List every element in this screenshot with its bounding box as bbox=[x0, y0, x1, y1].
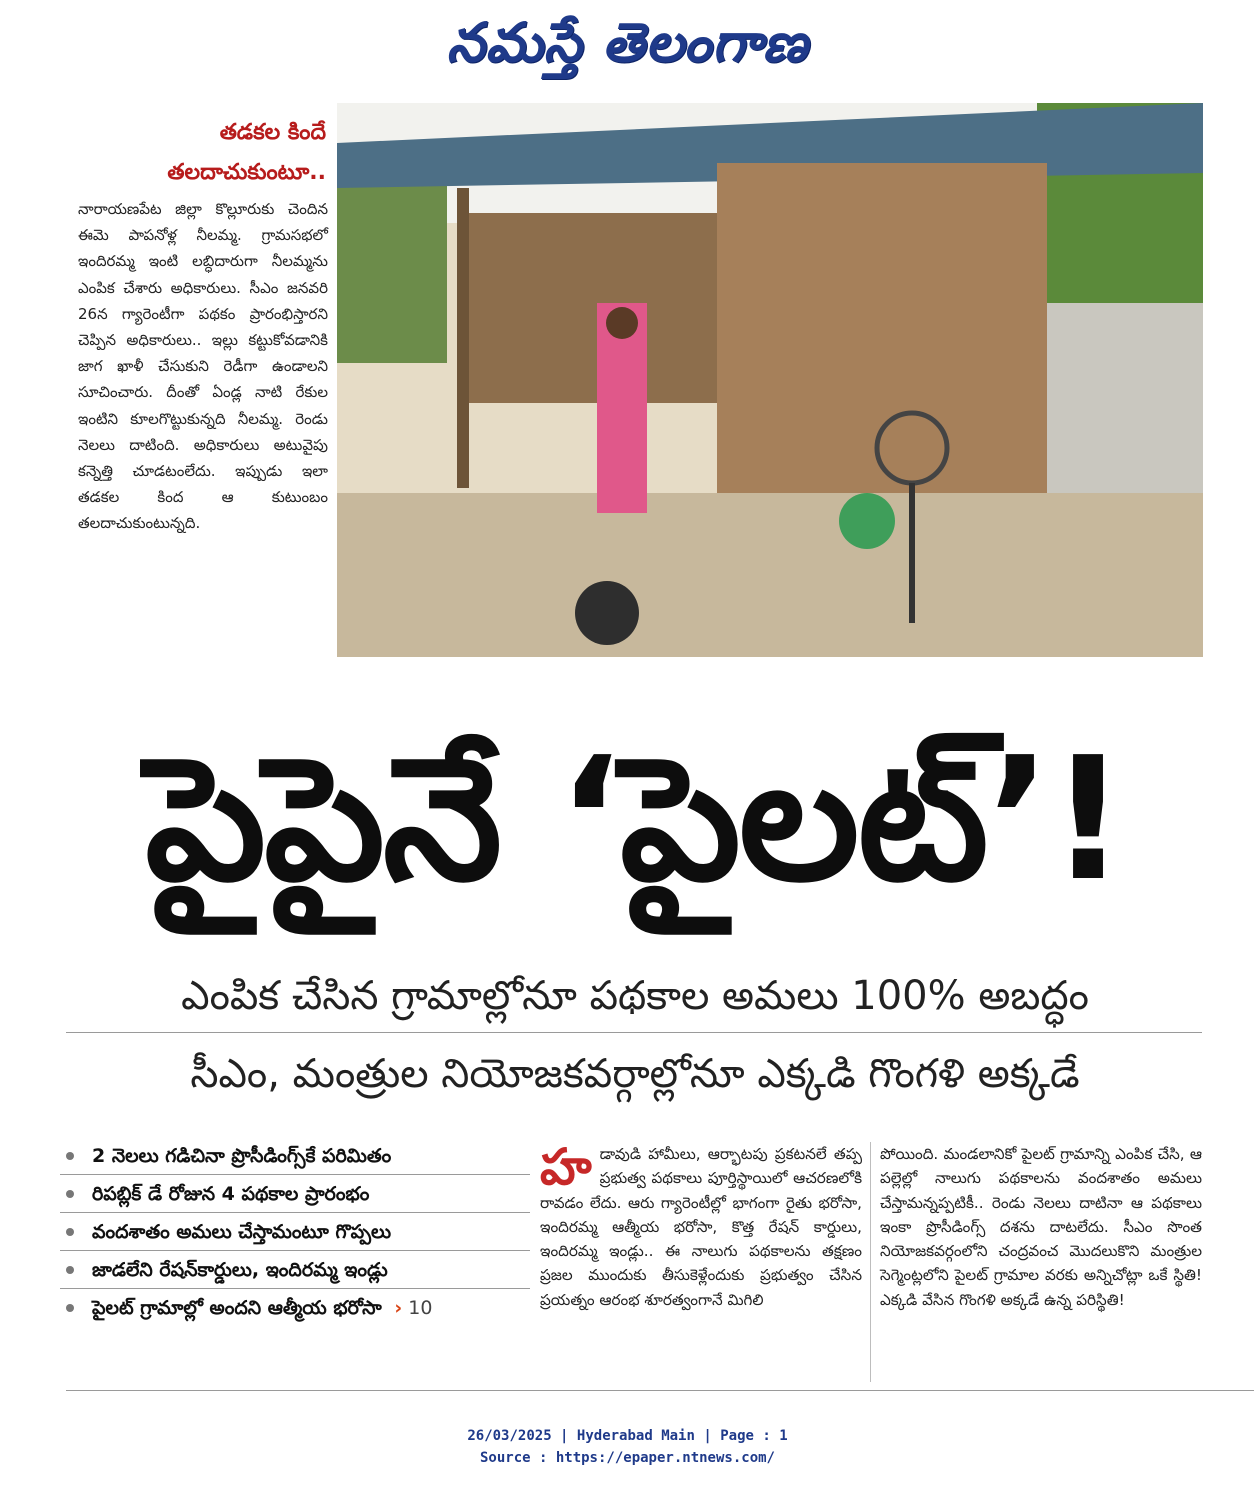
footer-edition-info: 26/03/2025 | Hyderabad Main | Page : 1 bbox=[467, 1428, 788, 1444]
chevron-right-icon: › bbox=[394, 1297, 403, 1319]
highlight-item bbox=[60, 1138, 530, 1175]
bullet-dot bbox=[66, 1190, 74, 1198]
highlight-text: 2 నెలలు గడిచినా ప్రొసీడింగ్స్‌కే పరిమితం bbox=[92, 1145, 392, 1167]
highlight-item bbox=[60, 1252, 530, 1289]
dropcap: హ bbox=[540, 1138, 592, 1196]
headline: పైపైనే ‘పైలట్’! bbox=[145, 721, 1125, 919]
photo-illustration bbox=[337, 103, 1203, 657]
article-column-2: పోయింది. మండలానికో పైలట్‌ గ్రామాన్ని ఎంపిక చేసి, ఆ పల్లెల్లో నాలుగు పథకాలను వందశాతం అమలు చేస్తామన్నప్పటికీ.. రెండు నెలలు దాటినా ఆ పథకాలు ఇంకా ప్రొసీడింగ్స్‌ దశను దాటలేదు. సీఎం సొంత నియోజకవర్గంలోని చంద్రవంచ మొదలుకొని మంత్రుల సెగ్మెంట్లలోని పైలట్‌ గ్రామాల వరకు అన్నిచోట్లా ఒకే స్థితి! ఎక్కడి వేసిన గొంగళి అక్కడే ఉన్న పరిస్థితి! bbox=[880, 1145, 1202, 1309]
caption-kicker-line1: తడకల కిందే bbox=[219, 120, 326, 145]
footer-source-link[interactable]: Source : https://epaper.ntnews.com/ bbox=[479, 1450, 775, 1466]
subhead-1: ఎంపిక చేసిన గ్రామాల్లోనూ పథకాల అమలు 100% అబద్ధం bbox=[181, 973, 1089, 1019]
caption-kicker-line2: తలదాచుకుంటూ.. bbox=[167, 160, 326, 185]
caption-body: నారాయణపేట జిల్లా కొల్లూరుకు చెందిన ఈమె పాపనోళ్ల నీలమ్మ. గ్రామసభలో ఇందిరమ్మ ఇంటి లబ్ధిదారుగా నీలమ్మను ఎంపిక చేశారు అధికారులు. సీఎం జనవరి 26న గ్యారెంటీగా పథకం ప్రారంభిస్తారని చెప్పిన అధికారులు.. ఇల్లు కట్టుకోవడానికి జాగ ఖాళీ చేసుకుని రెడీగా ఉండాలని సూచించారు. దీంతో ఏండ్ల నాటి రేకుల ఇంటిని కూలగొట్టుకున్నది నీలమ్మ. రెండు నెలలు దాటింది. అధికారులు అటువైపు కన్నెత్తి చూడటంలేదు. ఇప్పుడు ఇలా తడకల కింద ఆ కుటుంబం తలదాచుకుంటున్నది. bbox=[78, 200, 328, 533]
bullet-dot bbox=[66, 1266, 74, 1274]
bullet-dot bbox=[66, 1228, 74, 1236]
highlight-item bbox=[60, 1176, 530, 1213]
highlight-text: జాడలేని రేషన్‌కార్డులు, ఇందిరమ్మ ఇండ్లు bbox=[92, 1259, 388, 1281]
page-reference-number: 10 bbox=[408, 1297, 433, 1319]
bullet-dot bbox=[66, 1304, 74, 1312]
news-photo bbox=[337, 103, 1203, 657]
highlights-list bbox=[60, 1138, 530, 1327]
bottom-rule bbox=[66, 1390, 1254, 1391]
article-column-1 bbox=[540, 1138, 862, 1312]
highlight-text: రిపబ్లిక్‌ డే రోజున 4 పథకాల ప్రారంభం bbox=[92, 1183, 370, 1205]
subhead-divider bbox=[66, 1032, 1202, 1033]
highlight-text: పైలట్‌ గ్రామాల్లో అందని ఆత్మీయ భరోసా bbox=[92, 1297, 382, 1319]
masthead-title: నమస్తే తెలంగాణ bbox=[446, 11, 809, 74]
page-reference[interactable] bbox=[394, 1297, 432, 1319]
highlight-text: వందశాతం అమలు చేస్తామంటూ గొప్పలు bbox=[92, 1221, 392, 1243]
highlight-item bbox=[60, 1290, 530, 1326]
bullet-dot bbox=[66, 1152, 74, 1160]
article-text-1: డావుడి హామీలు, ఆర్భాటపు ప్రకటనలే తప్ప ప్రభుత్వ పథకాలు పూర్తిస్థాయిలో ఆచరణలోకి రావడం లేదు. ఆరు గ్యారెంటీల్లో భాగంగా రైతు భరోసా, ఇందిరమ్మ ఆత్మీయ భరోసా, కొత్త రేషన్‌ కార్డులు, ఇందిరమ్మ ఇండ్లు.. ఈ నాలుగు పథకాలను తక్షణం ప్రజల ముందుకు తీసుకెళ్లేందుకు ప్రభుత్వం చేసిన ప్రయత్నం ఆరంభ శూరత్వంగానే మిగిలి bbox=[540, 1145, 862, 1309]
column-divider bbox=[870, 1142, 871, 1382]
highlight-item bbox=[60, 1214, 530, 1251]
subhead-2: సీఎం, మంత్రుల నియోజకవర్గాల్లోనూ ఎక్కడి గొంగళి అక్కడే bbox=[190, 1051, 1080, 1097]
caption-kicker bbox=[96, 113, 326, 193]
